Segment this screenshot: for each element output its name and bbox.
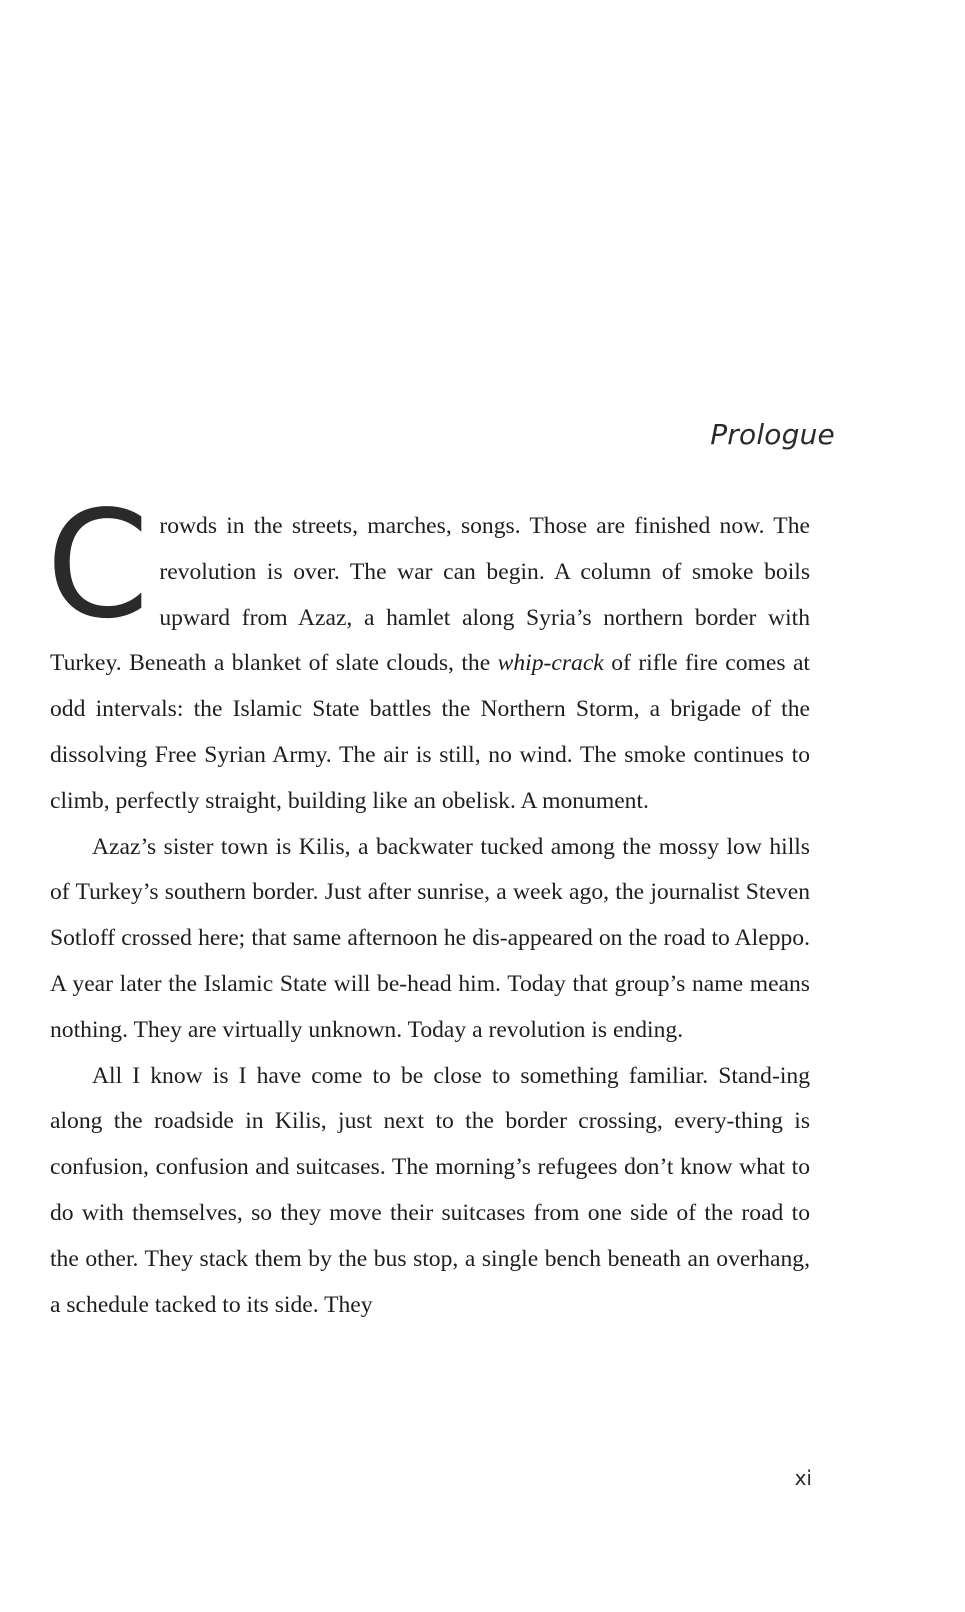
page-number: xi (794, 1466, 812, 1490)
drop-cap: C (46, 479, 150, 651)
paragraph-3: All I know is I have come to be close to something familiar. Stand-ing along the roadside in Kilis, just next to the border crossing, every-thing is confusion, confusion and suitcases. The morning’s refugees don’t know what to do with themselves, so they move their suitcases from one side of the road to the other. They stack them by the bus stop, a single bench beneath an overhang, a schedule tacked to its side. They (50, 1062, 810, 1318)
chapter-title: Prologue (710, 418, 835, 451)
paragraph-1-text-a: rowds in the streets, marches, songs. Those are finished now. The revolution is over. The war can begin. A column of smoke boils upward from Azaz, a hamlet along Syria’s northern border with Turkey. Beneath a blanket of slate clouds, the (50, 513, 810, 677)
paragraph-2: Azaz’s sister town is Kilis, a backwater tucked among the mossy low hills of Turkey’s southern border. Just after sunrise, a week ago, the journalist Steven Sotloff crossed here; that same afternoon he dis-appeared on the road to Aleppo. A year later the Islamic State will be-head him. Today that group’s name means nothing. They are virtually unknown. Today a revolution is ending. (50, 833, 810, 1043)
body-text (46, 479, 810, 1328)
paragraph-1 (46, 479, 810, 825)
paragraph-1-emphasis: whip-crack (497, 650, 604, 677)
paragraph-1-text-b: of rifle fire comes at odd intervals: the Islamic State battles the Northern Storm, a brigade of the dissolving Free Syrian Army. The air is still, no wind. The smoke continues to climb, perfectly straight, building like an obelisk. A monument. (50, 650, 810, 814)
